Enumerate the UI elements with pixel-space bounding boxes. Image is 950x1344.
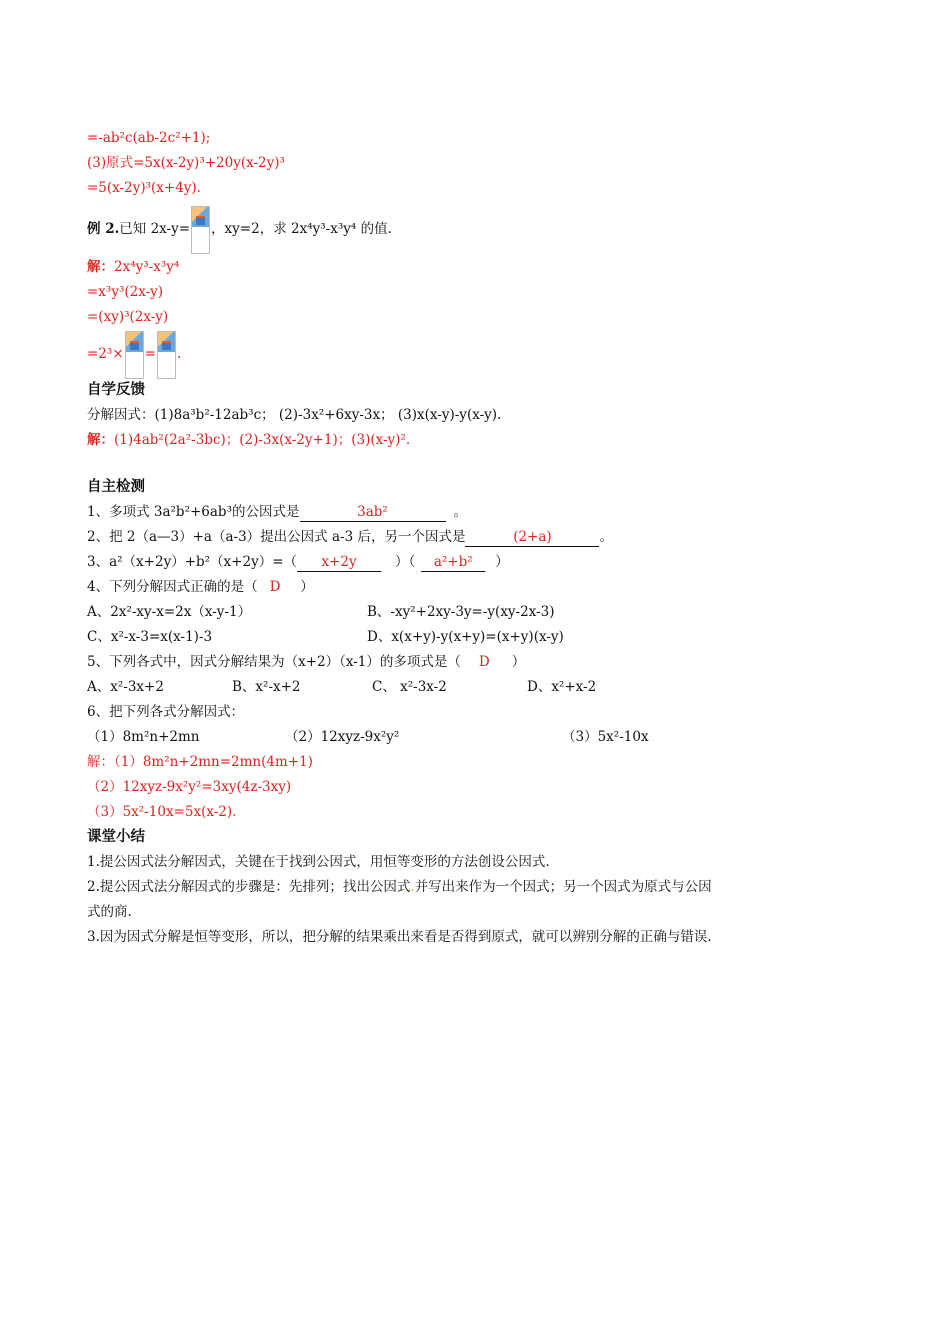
question-6: 6、把下列各式分解因式： — [87, 704, 245, 720]
document-page — [87, 126, 877, 950]
answer-text: (1)4ab²(2a²-3bc)；(2)-3x(x-2y+1)；(3)(x-y)². — [114, 432, 411, 448]
section-heading-summary: 课堂小结 — [87, 829, 145, 845]
answer-blank: a²+b² — [421, 553, 485, 572]
example-2-solution-line: =x³y³(2x-y) — [87, 284, 164, 300]
image-placeholder-icon — [125, 331, 144, 379]
question-4-options-row — [87, 625, 877, 650]
answer-blank: 3ab² — [300, 503, 446, 522]
image-placeholder-icon — [157, 331, 176, 379]
solution-text: = — [144, 346, 156, 362]
option-c: C、 x²-3x-2 — [372, 679, 447, 695]
question-text: ，xy=2，求 2x⁴y³-x³y⁴ 的值. — [211, 221, 392, 237]
self-feedback-answer — [87, 428, 877, 453]
option-b: B、x²-x+2 — [232, 679, 301, 695]
solution-label: 解： — [87, 754, 114, 770]
solution-text: 2x⁴y³-x³y⁴ — [114, 259, 180, 275]
image-placeholder-icon — [191, 206, 210, 254]
section-heading-self-feedback: 自学反馈 — [87, 382, 145, 398]
solution-label: 解： — [87, 432, 114, 448]
answer-choice: D — [478, 654, 490, 670]
answer-blank: x+2y — [297, 553, 381, 572]
solution-line: =5(x-2y)³(x+4y). — [87, 180, 201, 196]
question-text: 3、a²（x+2y）+b²（x+2y）=（ — [87, 554, 298, 570]
solution-text: =2³× — [87, 346, 124, 362]
question-text: ）（ — [395, 554, 416, 570]
example-label: 例 2. — [87, 221, 120, 237]
question-6-solution-line: （2）12xyz-9x²y²=3xy(4z-3xy) — [87, 779, 292, 795]
summary-paragraph: 1.提公因式法分解因式，关键在于找到公因式，用恒等变形的方法创设公因式. — [87, 854, 550, 870]
question-text: ） — [511, 654, 526, 670]
sub-question: （2）12xyz-9x²y² — [285, 729, 400, 745]
summary-paragraph — [87, 875, 877, 900]
question-2 — [87, 525, 877, 550]
question-text: 4、下列分解因式正确的是（ — [87, 579, 258, 595]
question-6-solution-line: （3）5x²-10x=5x(x-2). — [87, 804, 237, 820]
option-c: C、x²-x-3=x(x-1)-3 — [87, 629, 213, 645]
option-d: D、x²+x-2 — [527, 679, 597, 695]
solution-label: 解： — [87, 259, 114, 275]
question-text: 5、下列各式中，因式分解结果为（x+2）（x-1）的多项式是（ — [87, 654, 461, 670]
option-d: D、x(x+y)-y(x+y)=(x+y)(x-y) — [367, 629, 564, 645]
solution-line: (3)原式=5x(x-2y)³+20y(x-2y)³ — [87, 155, 285, 171]
summary-text: 并写出来作为一个因式；另一个因式为原式与公因 — [414, 879, 712, 895]
question-text: 已知 2x-y= — [119, 221, 191, 237]
section-heading-self-test: 自主检测 — [87, 479, 145, 495]
summary-paragraph: 3.因为因式分解是恒等变形，所以，把分解的结果乘出来看是否得到原式，就可以辨别分解的正确与错误. — [87, 929, 712, 945]
question-4 — [87, 575, 877, 600]
question-text: ） — [495, 554, 509, 570]
question-text: 1、多项式 3a²b²+6ab³的公因式是 — [87, 504, 300, 520]
question-4-options-row — [87, 600, 877, 625]
question-text: 。 — [453, 504, 467, 520]
question-6-items — [87, 725, 877, 750]
solution-text: . — [176, 346, 182, 362]
option-b: B、-xy²+2xy-3y=-y(xy-2x-3) — [367, 604, 555, 620]
solution-text: （1）8m²n+2mn=2mn(4m+1) — [114, 754, 313, 770]
summary-text: . — [410, 879, 415, 895]
summary-text: 2.提公因式法分解因式的步骤是：先排列；找出公因式 — [87, 879, 411, 895]
question-text: ） — [300, 579, 314, 595]
answer-blank: (2+a) — [465, 528, 599, 547]
sub-question: （3）5x²-10x — [562, 729, 649, 745]
example-2-solution-line: =(xy)³(2x-y) — [87, 309, 169, 325]
question-3 — [87, 550, 877, 575]
question-5-options-row — [87, 675, 877, 700]
sub-question: （1）8m²n+2mn — [87, 729, 200, 745]
answer-choice: D — [269, 579, 281, 595]
option-a: A、2x²-xy-x=2x（x-y-1） — [87, 604, 252, 620]
question-5 — [87, 650, 877, 675]
question-text: 。 — [599, 529, 613, 545]
question-text: 2、把 2（a—3）+a（a-3）提出公因式 a-3 后，另一个因式是 — [87, 529, 466, 545]
question-6-solution-line — [87, 750, 877, 775]
example-2-question — [87, 205, 877, 253]
example-2-solution-line — [87, 255, 877, 280]
example-2-solution-result — [87, 330, 877, 378]
summary-paragraph: 式的商. — [87, 904, 132, 920]
solution-line: =-ab²c(ab-2c²+1); — [87, 130, 211, 146]
option-a: A、x²-3x+2 — [87, 679, 164, 695]
question-1 — [87, 500, 877, 525]
self-feedback-question: 分解因式：(1)8a³b²-12ab³c； (2)-3x²+6xy-3x； (3)x(x-y)-y(x-y). — [87, 407, 502, 423]
